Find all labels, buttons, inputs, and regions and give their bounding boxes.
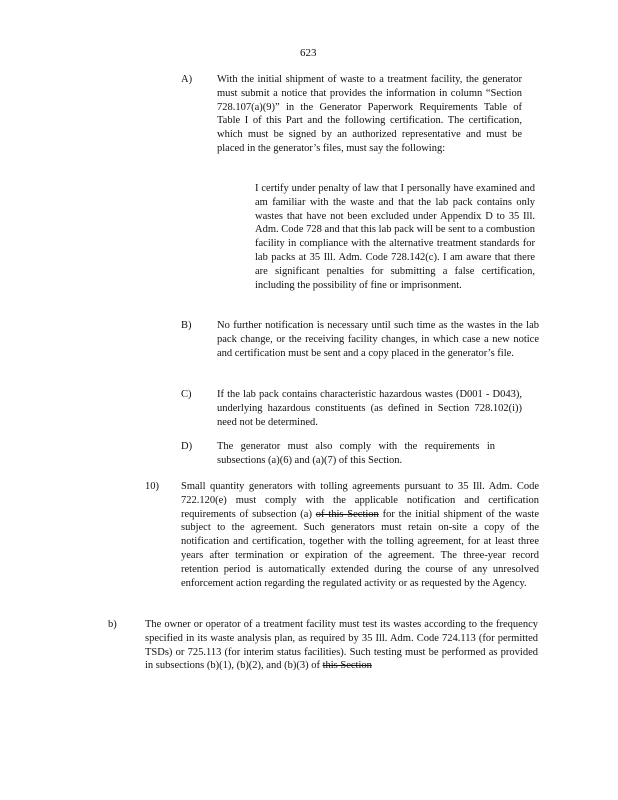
item-d-text: The generator must also comply with the requirements in subsections (a)(6) and (a)(7) of this Section. (217, 441, 495, 466)
item-b-text: No further notification is necessary until such time as the wastes in the lab pack change, or the receiving facility changes, in which case a new notice and certification must be sent and a copy placed in the generator’s file. (217, 320, 539, 359)
certification-quote: I certify under penalty of law that I personally have examined and am familiar with the waste and that the lab pack contains only wastes that have not been excluded under Appendix D to 35 Ill. Adm. Code 728 and that this lab pack will be sent to a combustion facility in compliance with the alternative treatment standards for lab packs at 35 Ill. Adm. Code 728.142(c). I am aware that there are significant penalties for submitting a false certification, including the possibility of fine or imprisonment. (255, 183, 535, 291)
item-10-text (181, 480, 539, 590)
item-10-label: 10) (145, 481, 159, 492)
item-10-struck-text: of this Section (315, 508, 379, 520)
item-d-label: D) (181, 441, 193, 452)
item-small-b-struck-text: this Section (322, 660, 372, 672)
item-small-b-text-before: The owner or operator of a treatment facility must test its wastes according to the frequency specified in its waste analysis plan, as required by 35 Ill. Adm. Code 724.113 (for permitted TSDs) or 725.113 (for interim status facilities). Such testing must be performed as provided in subsections (b)(1), (b)(2), and (b)(3) of (145, 619, 538, 672)
item-b-label: B) (181, 320, 192, 331)
page-number: 623 (300, 47, 317, 59)
item-10-text-after: for the initial shipment of the waste subject to the agreement. Such generators must retain on-site a copy of the notification and certification, together with the tolling agreement, for at least three years after termination or expiration of the agreement. The three-year record retention period is automatically extended during the course of any unresolved enforcement action regarding the regulated activity or as requested by the Agency. (181, 508, 540, 589)
item-small-b-label: b) (108, 619, 117, 630)
item-c-label: C) (181, 389, 192, 400)
item-a-text: With the initial shipment of waste to a treatment facility, the generator must submit a notice that provides the information in column “Section 728.107(a)(9)” in the Generator Paperwork Requirements Table of Table I of this Part and the following certification. The certification, which must be signed by an authorized representative and must be placed in the generator’s files, must say the following: (217, 74, 522, 154)
item-a-label: A) (181, 74, 193, 85)
item-c-text: If the lab pack contains characteristic hazardous wastes (D001 - D043), underlying hazardous constituents (as defined in Section 728.102(i)) need not be determined. (217, 389, 522, 428)
item-10-text-before: Small quantity generators with tolling agreements pursuant to 35 Ill. Adm. Code 722.120(e) must comply with the applicable notification and certification requirements of subsection (a) (181, 481, 539, 520)
item-small-b-text (145, 618, 538, 673)
